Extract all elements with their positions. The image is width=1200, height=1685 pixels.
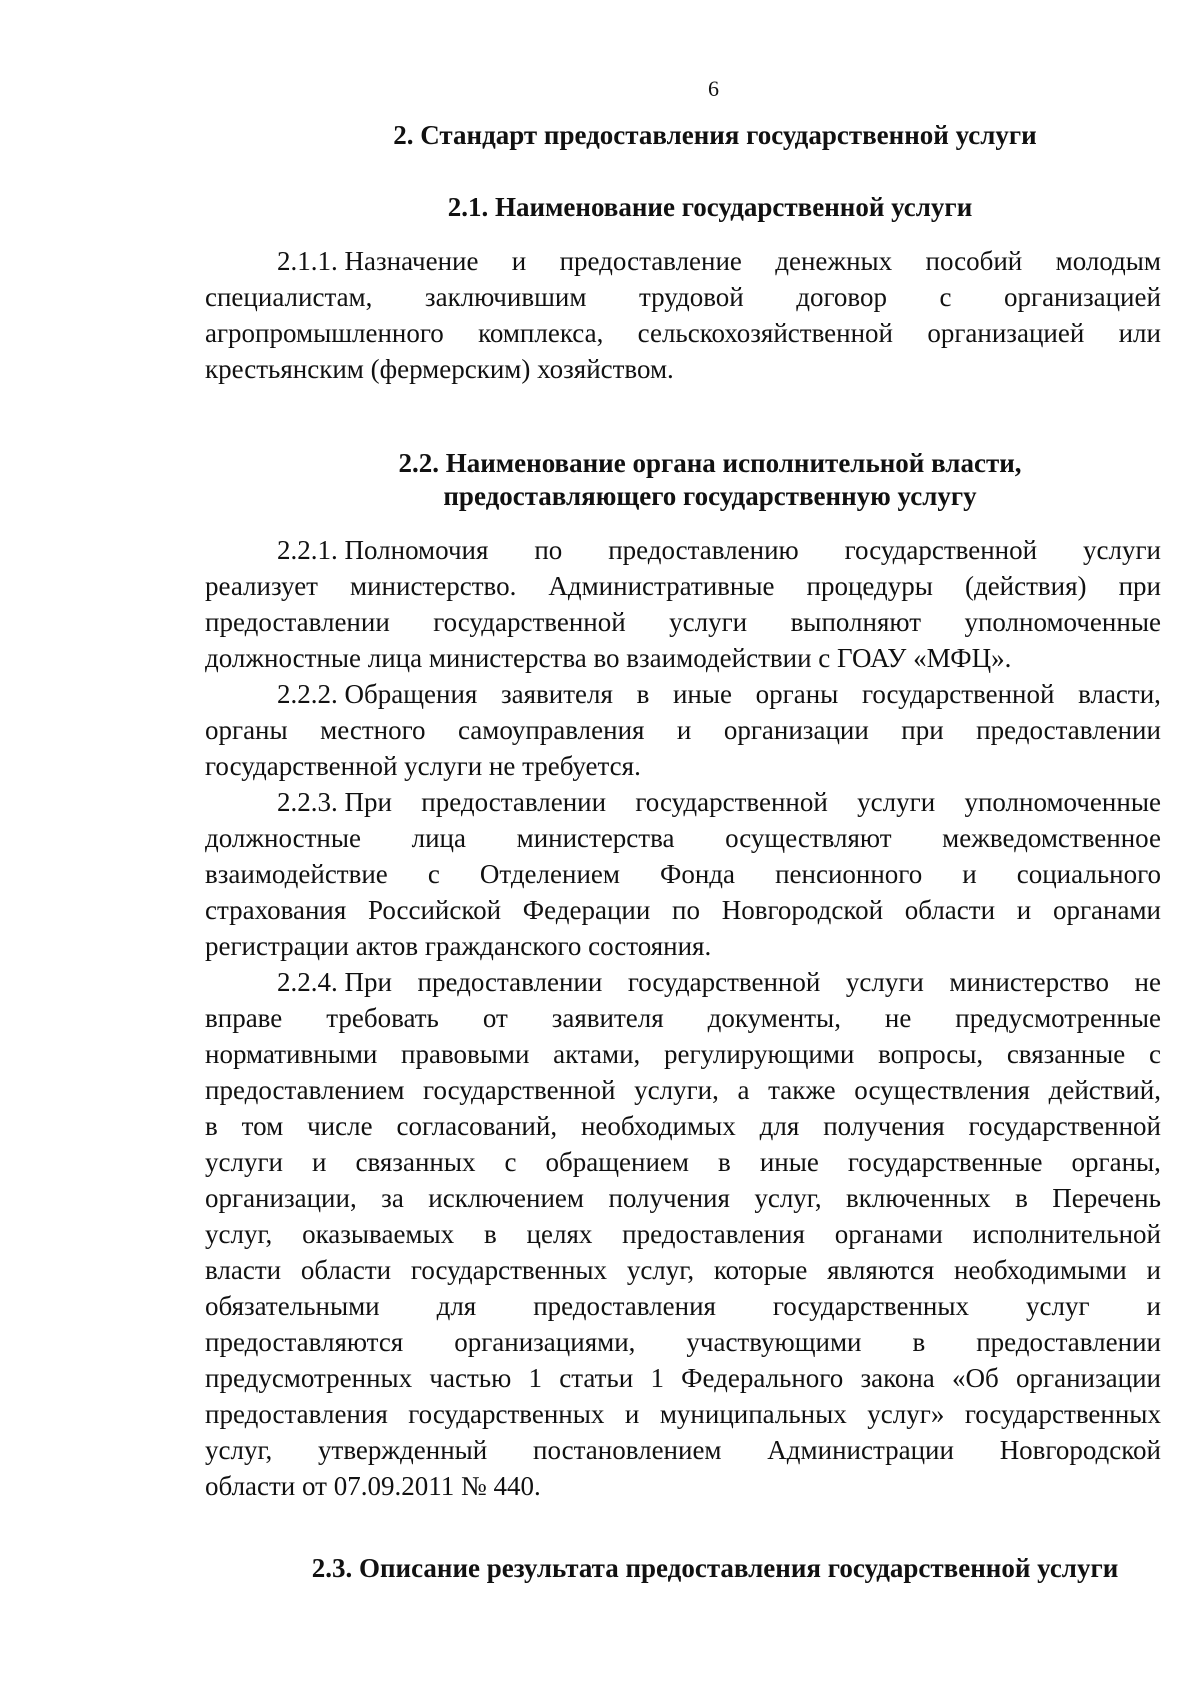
word: предусмотренные	[955, 1003, 1161, 1033]
word: связанных	[355, 1147, 476, 1177]
word: заявителя	[500, 679, 613, 709]
word: Отделением	[479, 859, 620, 889]
word: уполномоченные	[964, 607, 1161, 637]
paragraph-line	[205, 712, 1161, 748]
paragraph-line	[205, 1144, 1161, 1180]
word: местного	[320, 715, 426, 745]
word: предоставлением	[205, 1075, 405, 1105]
word: от	[482, 1003, 508, 1033]
word: числе	[307, 1111, 373, 1141]
section-heading-2-3: 2.3. Описание результата предоставления государственной услуги	[311, 1553, 1119, 1583]
word: обязательными	[205, 1291, 380, 1321]
paragraph-line	[205, 784, 1161, 820]
word: министерство.	[350, 571, 517, 601]
word: услуг,	[205, 1219, 273, 1249]
word: являются	[827, 1255, 935, 1285]
word: предоставлении	[205, 607, 390, 637]
paragraph-line	[205, 279, 1161, 315]
word: государственной	[433, 607, 626, 637]
paragraph-line	[205, 1216, 1161, 1252]
word: осуществления	[854, 1075, 1030, 1105]
paragraph-line: крестьянским (фермерским) хозяйством.	[205, 354, 674, 384]
paragraph-line	[205, 964, 1161, 1000]
word: получения	[608, 1183, 730, 1213]
word: иные	[672, 679, 733, 709]
paragraph-line	[205, 856, 1161, 892]
word: в	[636, 679, 650, 709]
word: органы	[205, 715, 288, 745]
word: оказываемых	[302, 1219, 455, 1249]
word: государственной	[627, 967, 821, 997]
word: в	[912, 1327, 926, 1357]
word: исполнительной	[972, 1219, 1161, 1249]
word: услуги,	[634, 1075, 719, 1105]
word: услуги	[669, 607, 748, 637]
word: правовыми	[401, 1039, 530, 1069]
word: согласований,	[396, 1111, 558, 1141]
word: государственной	[423, 1075, 616, 1105]
paragraph-line	[205, 1036, 1161, 1072]
word: не	[1134, 967, 1161, 997]
word: закона	[860, 1363, 935, 1393]
word: при	[901, 715, 944, 745]
section-heading-2: 2. Стандарт предоставления государственной услуги	[393, 120, 1037, 150]
word: лица	[411, 823, 466, 853]
word: документы,	[707, 1003, 841, 1033]
paragraph-line: области от 07.09.2011 № 440.	[205, 1471, 541, 1501]
word: и	[1146, 1255, 1161, 1285]
word: предоставлению	[608, 535, 799, 565]
word: актами,	[553, 1039, 641, 1069]
word: организациями,	[454, 1327, 636, 1357]
word: не	[884, 1003, 912, 1033]
word: предоставление	[559, 246, 742, 276]
word: том	[241, 1111, 284, 1141]
word: социального	[1016, 859, 1161, 889]
word: по	[534, 535, 563, 565]
word: при	[1118, 571, 1161, 601]
word: реализует	[205, 571, 318, 601]
word: по	[672, 895, 700, 925]
word: в	[718, 1147, 731, 1177]
word: и	[1146, 1291, 1161, 1321]
word: предоставлении	[417, 967, 603, 997]
word: договор	[796, 282, 887, 312]
paragraph-2-2-1	[205, 532, 1161, 676]
word: статьи	[559, 1363, 634, 1393]
word: комплекса,	[478, 318, 604, 348]
word: трудовой	[638, 282, 744, 312]
word: власти	[205, 1255, 282, 1285]
word: государственных	[410, 1255, 608, 1285]
paragraph-line: регистрации актов гражданского состояния.	[205, 931, 712, 961]
word: организации,	[205, 1183, 357, 1213]
word: 2.2.3. При	[277, 787, 392, 817]
word: Российской	[368, 895, 502, 925]
word: Администрации	[767, 1435, 954, 1465]
word: организации	[1016, 1363, 1161, 1393]
paragraph-line	[205, 1432, 1161, 1468]
word: получения	[823, 1111, 945, 1141]
paragraph-line	[205, 604, 1161, 640]
paragraph-line	[205, 315, 1161, 351]
paragraph-2-1-1	[205, 243, 1161, 387]
word: органами	[1052, 895, 1161, 925]
word: а	[737, 1075, 750, 1105]
section-heading-2-2	[360, 447, 1060, 513]
word: которые	[713, 1255, 808, 1285]
page-number: 6	[708, 76, 719, 101]
paragraph-line	[205, 1288, 1161, 1324]
word: области	[300, 1255, 392, 1285]
word: Федерального	[681, 1363, 844, 1393]
word: процедуры	[806, 571, 933, 601]
word: услуги	[1082, 535, 1161, 565]
word: в	[483, 1219, 497, 1249]
word: области	[904, 895, 996, 925]
word: с	[1148, 1039, 1161, 1069]
word: молодым	[1055, 246, 1161, 276]
word: органы,	[1071, 1147, 1161, 1177]
word: предоставления	[205, 1399, 388, 1429]
word: предусмотренных	[205, 1363, 413, 1393]
paragraph-line	[205, 1324, 1161, 1360]
word: государственной	[635, 787, 828, 817]
word: страхования	[205, 895, 347, 925]
word: сельскохозяйственной	[637, 318, 894, 348]
word: государственной	[844, 535, 1038, 565]
word: включенных	[846, 1183, 991, 1213]
word: (действия)	[964, 571, 1087, 601]
word: организацией	[1004, 282, 1161, 312]
word: органы	[755, 679, 839, 709]
word: Новгородской	[999, 1435, 1161, 1465]
word: услуг,	[205, 1435, 273, 1465]
word: государственных	[408, 1399, 605, 1429]
paragraph-line	[205, 820, 1161, 856]
word: услуг,	[754, 1183, 822, 1213]
word: услуг»	[867, 1399, 945, 1429]
word: услуги	[845, 967, 924, 997]
word: организацией	[927, 318, 1085, 348]
word: осуществляют	[725, 823, 892, 853]
paragraph-line	[205, 1072, 1161, 1108]
word: и	[624, 1399, 640, 1429]
word: 1	[650, 1363, 664, 1393]
word: государственных	[772, 1291, 970, 1321]
word: услуг	[1025, 1291, 1090, 1321]
word: 2.1.1. Назначение	[277, 246, 479, 276]
word: частью	[429, 1363, 512, 1393]
word: самоуправления	[457, 715, 645, 745]
word: действий,	[1048, 1075, 1161, 1105]
word: связанные	[1006, 1039, 1126, 1069]
paragraph-line	[205, 892, 1161, 928]
word: пенсионного	[775, 859, 923, 889]
word: или	[1118, 318, 1161, 348]
word: также	[768, 1075, 836, 1105]
word: Перечень	[1052, 1183, 1161, 1213]
paragraph-line	[205, 1252, 1161, 1288]
paragraph-line: должностные лица министерства во взаимодействии с ГОАУ «МФЦ».	[205, 643, 1012, 673]
word: предоставлении	[976, 1327, 1161, 1357]
word: вправе	[205, 1003, 283, 1033]
word: министерства	[516, 823, 675, 853]
word: организации	[723, 715, 869, 745]
word: межведомственное	[942, 823, 1161, 853]
word: министерство	[949, 967, 1109, 997]
word: агропромышленного	[205, 318, 444, 348]
word: Новгородской	[721, 895, 884, 925]
word: заключившим	[424, 282, 587, 312]
word: 2.2.2. Обращения	[277, 679, 478, 709]
word: целях	[526, 1219, 593, 1249]
word: заявителя	[551, 1003, 664, 1033]
word: с	[427, 859, 440, 889]
word: для	[436, 1291, 477, 1321]
word: постановлением	[533, 1435, 722, 1465]
word: предоставлении	[421, 787, 607, 817]
word: вопросы,	[878, 1039, 984, 1069]
section-heading-2-1: 2.1. Наименование государственной услуги	[447, 192, 973, 222]
word: должностные	[205, 823, 361, 853]
word: необходимых	[580, 1111, 736, 1141]
word: выполняют	[790, 607, 922, 637]
word: уполномоченные	[964, 787, 1161, 817]
word: утвержденный	[318, 1435, 488, 1465]
paragraph-line	[205, 1108, 1161, 1144]
word: государственной	[861, 679, 1055, 709]
word: услуги	[205, 1147, 283, 1177]
word: 1	[528, 1363, 542, 1393]
word: государственной	[968, 1111, 1161, 1141]
word: предоставления	[533, 1291, 716, 1321]
word: за	[381, 1183, 404, 1213]
paragraph-2-2-4	[205, 964, 1161, 1504]
word: Административные	[548, 571, 775, 601]
word: «Об	[952, 1363, 999, 1393]
paragraph-line	[205, 1000, 1161, 1036]
word: услуги	[857, 787, 936, 817]
word: Фонда	[660, 859, 736, 889]
word: предоставлении	[976, 715, 1161, 745]
word: 2.2.1. Полномочия	[277, 535, 489, 565]
paragraph-line	[205, 1180, 1161, 1216]
word: в	[205, 1111, 218, 1141]
word: государственные	[847, 1147, 1043, 1177]
paragraph-line	[205, 676, 1161, 712]
paragraph-2-2-2	[205, 676, 1161, 784]
word: взаимодействие	[205, 859, 388, 889]
word: муниципальных	[659, 1399, 847, 1429]
word: и	[1016, 895, 1032, 925]
word: власти,	[1078, 679, 1161, 709]
paragraph-line	[205, 532, 1161, 568]
word: и	[676, 715, 692, 745]
section-heading-2-2-line-2: предоставляющего государственную услугу	[443, 481, 977, 511]
word: и	[511, 246, 527, 276]
word: и	[312, 1147, 327, 1177]
word: органами	[834, 1219, 943, 1249]
word: требовать	[326, 1003, 439, 1033]
word: Федерации	[522, 895, 651, 925]
word: 2.2.4. При	[277, 967, 392, 997]
word: пособий	[925, 246, 1023, 276]
paragraph-line: государственной услуги не требуется.	[205, 751, 641, 781]
word: регулирующими	[664, 1039, 855, 1069]
word: иные	[759, 1147, 819, 1177]
word: с	[939, 282, 952, 312]
word: необходимыми	[953, 1255, 1127, 1285]
word: участвующими	[686, 1327, 862, 1357]
word: предоставления	[622, 1219, 805, 1249]
word: и	[962, 859, 977, 889]
word: специалистам,	[205, 282, 373, 312]
word: для	[759, 1111, 800, 1141]
word: денежных	[775, 246, 893, 276]
word: обращением	[545, 1147, 689, 1177]
paragraph-line	[205, 1396, 1161, 1432]
word: исключением	[428, 1183, 584, 1213]
paragraph-2-2-3	[205, 784, 1161, 964]
word: услуг,	[626, 1255, 695, 1285]
paragraph-line	[205, 568, 1161, 604]
section-heading-2-2-line-1: 2.2. Наименование органа исполнительной власти,	[398, 448, 1022, 478]
word: с	[504, 1147, 517, 1177]
word: в	[1015, 1183, 1028, 1213]
paragraph-line	[205, 243, 1161, 279]
paragraph-line	[205, 1360, 1161, 1396]
word: предоставляются	[205, 1327, 404, 1357]
word: государственных	[964, 1399, 1161, 1429]
word: нормативными	[205, 1039, 378, 1069]
